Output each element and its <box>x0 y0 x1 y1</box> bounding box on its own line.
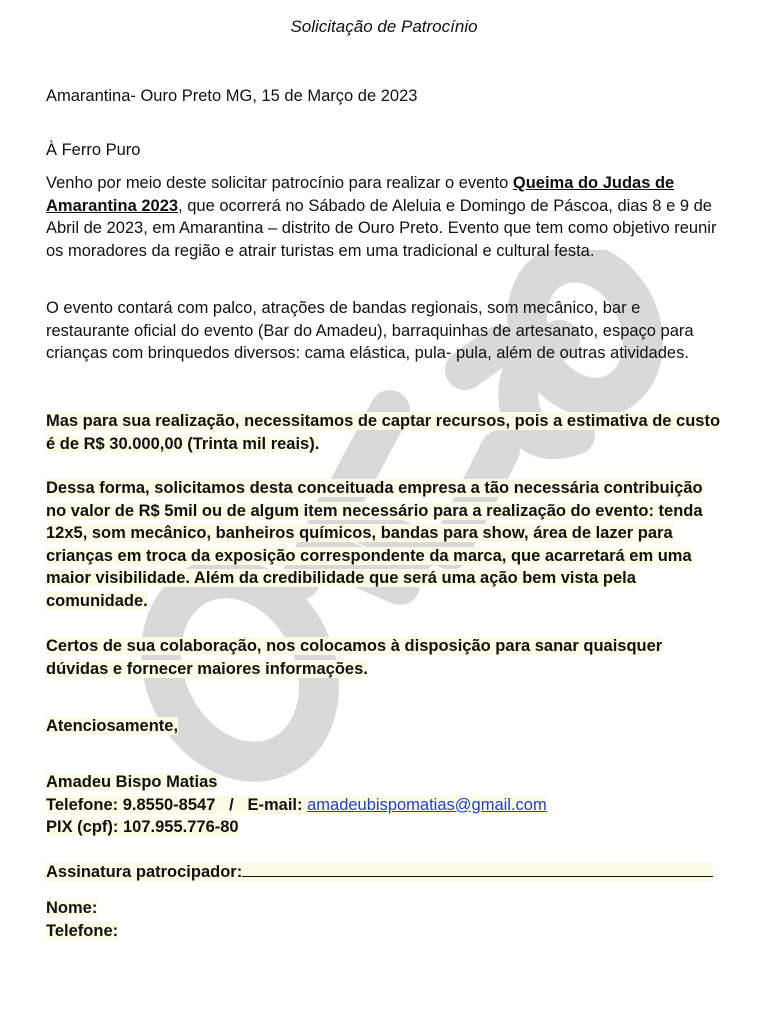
paragraph-intro-text: Venho por meio deste solicitar patrocínio para realizar o evento <box>46 174 513 192</box>
paragraph-intro <box>46 172 726 262</box>
event-name: Queima do Judas de Amarantina 2023 <box>46 174 675 215</box>
name-field-label-text: Nome: <box>46 899 98 917</box>
paragraph-cost <box>46 410 726 455</box>
pix <box>46 816 726 839</box>
name-field-label <box>46 897 726 920</box>
signature-line <box>46 861 726 884</box>
signer-block <box>46 771 726 839</box>
paragraph-request <box>46 477 726 613</box>
place-date: Amarantina- Ouro Preto MG, 15 de Março de 2023 <box>46 87 418 105</box>
closing-salutation-text: Atenciosamente, <box>46 717 179 735</box>
email-label: E-mail: <box>247 795 303 814</box>
closing-salutation <box>46 715 726 738</box>
pix-text: PIX (cpf): 107.955.776-80 <box>46 818 239 837</box>
contact-line <box>46 794 726 817</box>
paragraph-request-text: Dessa forma, solicitamos desta conceituada empresa a tão necessária contribuição no valor de R$ 5mil ou de algum item necessário para a realização do evento: tenda 12x5, som mecânico, banheiros químicos, bandas para show, área de lazer para crianças em troca da exposição correspondente da marca, que acarretará em uma maior visibilidade. Além da credibilidade que será uma ação bem vista pela comunidade. <box>46 479 703 610</box>
paragraph-intro-rest: , que ocorrerá no Sábado de Aleluia e Domingo de Páscoa, dias 8 e 9 de Abril de 2023, em Amarantina – distrito de Ouro Preto. Evento que tem como objetivo reunir os moradores da região e atrair turistas em uma tradicional e cultural festa. <box>46 196 717 260</box>
phone: Telefone: 9.8550-8547 <box>46 795 216 814</box>
paragraph-event-details: O evento contará com palco, atrações de bandas regionais, som mecânico, bar e restaurante oficial do evento (Bar do Amadeu), barraquinhas de artesanato, espaço para crianças com brinquedos diversos: cama elástica, pula- pula, além de outras atividades. <box>46 299 694 363</box>
signer-name <box>46 771 726 794</box>
signer-name-text: Amadeu Bispo Matias <box>46 773 218 791</box>
paragraph-closing <box>46 635 726 680</box>
separator: / <box>229 795 234 814</box>
signature-line-bg <box>46 863 713 881</box>
recipient: À Ferro Puro <box>46 141 141 159</box>
signature-label: Assinatura patrocipador: <box>46 863 243 881</box>
email-link[interactable]: amadeubispomatias@gmail.com <box>307 795 547 814</box>
sponsor-fields <box>46 897 726 942</box>
contact-line-bg <box>46 796 547 814</box>
phone-field-label-text: Telefone: <box>46 921 119 940</box>
paragraph-closing-text: Certos de sua colaboração, nos colocamos à disposição para sanar quaisquer dúvidas e fornecer maiores informações. <box>46 637 663 678</box>
paragraph-cost-text: Mas para sua realização, necessitamos de captar recursos, pois a estimativa de custo é de R$ 30.000,00 (Trinta mil reais). <box>46 412 721 453</box>
document-title: Solicitação de Patrocínio <box>290 17 478 36</box>
phone-field-label <box>46 920 726 943</box>
signature-field[interactable] <box>242 862 713 877</box>
